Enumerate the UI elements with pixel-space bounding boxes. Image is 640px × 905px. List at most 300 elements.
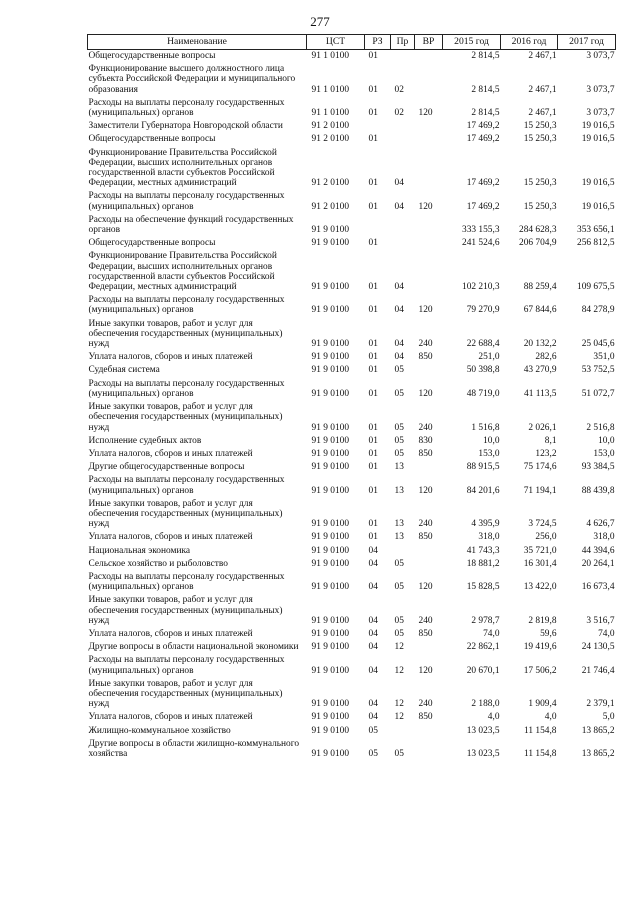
row-value-2016: 71 194,1 (523, 485, 557, 496)
row-name: Заместители Губернатора Новгородской области (88, 121, 283, 132)
table-row (88, 63, 616, 97)
budget-table (87, 34, 616, 761)
row-pr: 05 (394, 448, 404, 459)
row-vr: 850 (418, 628, 433, 639)
row-value-2016: 41 113,5 (524, 388, 557, 399)
row-value-2015: 48 719,0 (466, 388, 500, 399)
row-cst: 91 9 0100 (311, 615, 349, 626)
row-vr (415, 545, 443, 558)
row-value-2015: 2 188,0 (471, 699, 500, 710)
row-cst: 91 9 0100 (311, 462, 349, 473)
table-row (88, 190, 616, 213)
row-value-2016: 1 909,4 (528, 699, 557, 710)
row-vr: 240 (418, 615, 433, 626)
row-vr (415, 214, 443, 237)
row-vr: 120 (418, 108, 433, 119)
row-name: Иные закупки товаров, работ и услуг для обеспечения государственных (муниципальных) нужд (88, 318, 283, 350)
row-value-2015: 2 978,7 (471, 615, 500, 626)
row-vr (415, 237, 443, 250)
table-row (88, 571, 616, 594)
table-row (88, 641, 616, 654)
table-header-row (88, 35, 616, 50)
row-pr: 13 (394, 519, 404, 530)
row-value-2016: 8,1 (544, 435, 557, 446)
row-pr (391, 133, 415, 146)
row-name: Расходы на выплаты персоналу государственных (муниципальных) органов (88, 655, 285, 676)
row-value-2016: 284 628,3 (519, 225, 557, 236)
table-row (88, 120, 616, 133)
table-row (88, 531, 616, 544)
row-pr: 04 (394, 305, 404, 316)
row-value-2015: 4,0 (487, 712, 500, 723)
row-value-2017: 3 073,7 (586, 108, 615, 119)
row-vr (415, 364, 443, 377)
row-value-2017: 13 865,2 (581, 725, 615, 736)
row-value-2017: 351,0 (593, 352, 615, 363)
row-cst: 91 9 0100 (311, 485, 349, 496)
row-value-2017: 353 656,1 (577, 225, 615, 236)
row-cst: 91 9 0100 (311, 305, 349, 316)
row-cst: 91 9 0100 (311, 388, 349, 399)
header-name: Наименование (88, 35, 307, 50)
row-value-2017: 19 016,5 (581, 121, 615, 132)
table-row (88, 378, 616, 401)
row-value-2017: 3 073,7 (586, 51, 615, 61)
row-cst: 91 9 0100 (311, 628, 349, 639)
row-value-2015: 102 210,3 (462, 282, 500, 293)
row-value-2016: 16 301,4 (523, 558, 557, 569)
row-value-2016: 256,0 (535, 532, 557, 543)
row-name: Судебная система (88, 365, 160, 376)
row-pr: 04 (394, 339, 404, 350)
row-value-2017: 44 394,6 (581, 545, 615, 556)
table-row (88, 294, 616, 317)
table-row (88, 628, 616, 641)
row-rz: 04 (368, 615, 378, 626)
row-value-2016: 2 026,1 (528, 422, 557, 433)
row-rz: 01 (368, 134, 378, 145)
row-value-2015: 17 469,2 (466, 121, 500, 132)
row-value-2017: 20 264,1 (581, 558, 615, 569)
row-name: Расходы на выплаты персоналу государственных (муниципальных) органов (88, 378, 285, 399)
table-row (88, 318, 616, 352)
row-value-2015: 2 814,5 (471, 84, 500, 95)
row-cst: 91 9 0100 (311, 422, 349, 433)
row-value-2016: 15 250,3 (523, 134, 557, 145)
row-cst: 91 9 0100 (311, 352, 349, 363)
row-name: Функционирование Правительства Российской Федерации, высших исполнительных органов государственной власти субъектов Российской Федерации, местных администраций (88, 251, 277, 293)
row-cst: 91 9 0100 (311, 699, 349, 710)
row-value-2015: 15 828,5 (466, 582, 500, 593)
row-value-2017: 3 516,7 (586, 615, 615, 626)
row-name: Другие вопросы в области национальной экономики (88, 642, 299, 653)
row-rz: 01 (368, 201, 378, 212)
row-value-2015: 41 743,3 (466, 545, 500, 556)
row-cst: 91 9 0100 (311, 365, 349, 376)
header-cst: ЦСТ (307, 35, 365, 50)
row-name: Иные закупки товаров, работ и услуг для обеспечения государственных (муниципальных) нужд (88, 678, 283, 710)
row-vr: 120 (418, 388, 433, 399)
row-value-2015: 251,0 (478, 352, 500, 363)
row-vr: 120 (418, 305, 433, 316)
row-value-2015: 333 155,3 (462, 225, 500, 236)
table-row (88, 725, 616, 738)
row-rz: 01 (368, 532, 378, 543)
row-name: Уплата налогов, сборов и иных платежей (88, 352, 253, 363)
row-value-2015: 13 023,5 (466, 748, 500, 759)
row-value-2017: 2 516,8 (586, 422, 615, 433)
row-name: Другие общегосударственные вопросы (88, 462, 245, 473)
row-value-2017: 318,0 (593, 532, 615, 543)
row-rz: 04 (368, 558, 378, 569)
row-value-2015: 17 469,2 (466, 134, 500, 145)
row-vr (415, 147, 443, 191)
row-pr: 05 (394, 558, 404, 569)
row-pr: 05 (394, 388, 404, 399)
row-pr (391, 237, 415, 250)
row-rz: 01 (368, 238, 378, 249)
row-vr: 850 (418, 352, 433, 363)
row-cst: 91 2 0100 (311, 134, 349, 145)
table-row (88, 351, 616, 364)
row-pr (391, 214, 415, 237)
row-value-2017: 4 626,7 (586, 519, 615, 530)
row-value-2015: 50 398,8 (466, 365, 500, 376)
row-value-2015: 2 814,5 (471, 108, 500, 119)
row-rz: 01 (368, 365, 378, 376)
row-value-2017: 19 016,5 (581, 134, 615, 145)
header-year-2017: 2017 год (558, 35, 616, 50)
row-pr: 05 (394, 435, 404, 446)
row-pr (391, 725, 415, 738)
row-vr: 120 (418, 485, 433, 496)
row-name: Иные закупки товаров, работ и услуг для обеспечения государственных (муниципальных) нужд (88, 498, 283, 530)
row-pr: 12 (394, 699, 404, 710)
row-value-2015: 153,0 (478, 448, 500, 459)
row-name: Жилищно-коммунальное хозяйство (88, 725, 231, 736)
row-cst: 91 9 0100 (311, 665, 349, 676)
row-vr: 850 (418, 712, 433, 723)
row-name: Уплата налогов, сборов и иных платежей (88, 712, 253, 723)
header-year-2015: 2015 год (443, 35, 501, 50)
row-rz: 01 (368, 282, 378, 293)
table-row (88, 498, 616, 532)
row-value-2017: 256 812,5 (577, 238, 615, 249)
row-value-2015: 4 395,9 (471, 519, 500, 530)
row-cst: 91 1 0100 (311, 108, 349, 119)
header-year-2016: 2016 год (501, 35, 558, 50)
row-value-2015: 17 469,2 (466, 178, 500, 189)
row-value-2016: 35 721,0 (523, 545, 557, 556)
row-value-2017: 25 045,6 (581, 339, 615, 350)
row-cst: 91 9 0100 (311, 748, 349, 759)
table-row (88, 558, 616, 571)
row-value-2015: 318,0 (478, 532, 500, 543)
row-name: Уплата налогов, сборов и иных платежей (88, 628, 253, 639)
row-name: Национальная экономика (88, 545, 191, 556)
row-cst: 91 1 0100 (311, 84, 349, 95)
header-pr: Пр (391, 35, 415, 50)
row-value-2016: 43 270,9 (523, 365, 557, 376)
row-pr (391, 120, 415, 133)
row-value-2015: 1 516,8 (471, 422, 500, 433)
row-value-2015: 20 670,1 (466, 665, 500, 676)
table-row (88, 738, 616, 761)
row-name: Исполнение судебных актов (88, 435, 202, 446)
row-vr: 240 (418, 422, 433, 433)
row-value-2017: 93 384,5 (581, 462, 615, 473)
row-rz: 04 (368, 699, 378, 710)
table-row (88, 214, 616, 237)
row-value-2017: 19 016,5 (581, 178, 615, 189)
row-pr: 05 (394, 365, 404, 376)
table-row (88, 474, 616, 497)
row-value-2017: 153,0 (593, 448, 615, 459)
table-row (88, 250, 616, 294)
row-vr: 120 (418, 665, 433, 676)
row-value-2017: 10,0 (598, 435, 615, 446)
row-value-2017: 3 073,7 (586, 84, 615, 95)
row-value-2016: 11 154,8 (524, 725, 557, 736)
row-value-2017: 53 752,5 (581, 365, 615, 376)
row-rz: 04 (368, 628, 378, 639)
row-value-2017: 13 865,2 (581, 748, 615, 759)
row-value-2016: 19 419,6 (523, 642, 557, 653)
row-rz: 01 (368, 51, 378, 61)
row-name: Уплата налогов, сборов и иных платежей (88, 532, 253, 543)
row-value-2016: 17 506,2 (523, 665, 557, 676)
row-pr: 13 (394, 462, 404, 473)
row-cst: 91 9 0100 (311, 725, 349, 736)
row-value-2016: 2 467,1 (528, 51, 557, 61)
row-pr: 05 (394, 628, 404, 639)
row-vr (415, 558, 443, 571)
row-vr: 850 (418, 448, 433, 459)
row-value-2016: 282,6 (535, 352, 557, 363)
row-rz: 04 (368, 642, 378, 653)
row-rz: 01 (368, 435, 378, 446)
table-row (88, 711, 616, 724)
row-rz: 01 (368, 485, 378, 496)
row-vr (415, 641, 443, 654)
row-name: Расходы на выплаты персоналу государственных (муниципальных) органов (88, 97, 285, 119)
row-pr (391, 545, 415, 558)
table-row (88, 50, 616, 64)
table-row (88, 237, 616, 250)
row-pr: 02 (394, 108, 404, 119)
row-cst: 91 1 0100 (311, 51, 349, 61)
row-value-2016: 67 844,6 (523, 305, 557, 316)
row-value-2015: 84 201,6 (466, 485, 500, 496)
row-vr: 240 (418, 339, 433, 350)
row-pr: 05 (394, 582, 404, 593)
row-vr (415, 50, 443, 64)
row-vr (415, 738, 443, 761)
row-name: Уплата налогов, сборов и иных платежей (88, 448, 253, 459)
row-cst: 91 9 0100 (311, 532, 349, 543)
row-value-2015: 22 688,4 (466, 339, 500, 350)
row-cst: 91 9 0100 (311, 225, 349, 236)
row-cst: 91 9 0100 (311, 712, 349, 723)
row-name: Общегосударственные вопросы (88, 238, 216, 249)
row-value-2016: 20 132,2 (523, 339, 557, 350)
table-row (88, 364, 616, 377)
row-name: Функционирование высшего должностного лица субъекта Российской Федерации и муниципального образования (88, 64, 296, 95)
row-value-2016: 4,0 (544, 712, 557, 723)
row-rz: 01 (368, 178, 378, 189)
header-rz: РЗ (365, 35, 391, 50)
row-pr: 12 (394, 665, 404, 676)
row-value-2017: 109 675,5 (577, 282, 615, 293)
row-value-2017: 74,0 (598, 628, 615, 639)
table-row (88, 594, 616, 628)
row-value-2017: 24 130,5 (581, 642, 615, 653)
row-value-2016: 88 259,4 (523, 282, 557, 293)
table-row (88, 133, 616, 146)
table-row (88, 147, 616, 191)
row-vr (415, 461, 443, 474)
row-value-2017: 88 439,8 (581, 485, 615, 496)
row-pr: 04 (394, 201, 404, 212)
row-value-2015: 22 862,1 (466, 642, 500, 653)
row-pr: 13 (394, 485, 404, 496)
row-vr: 830 (418, 435, 433, 446)
row-vr: 240 (418, 519, 433, 530)
row-value-2016: 15 250,3 (523, 178, 557, 189)
row-cst: 91 2 0100 (311, 201, 349, 212)
row-name: Общегосударственные вопросы (88, 134, 216, 145)
table-body (88, 50, 616, 762)
header-vr: ВР (415, 35, 443, 50)
row-value-2017: 5,0 (602, 712, 615, 723)
row-vr (415, 120, 443, 133)
row-value-2015: 241 524,6 (462, 238, 500, 249)
row-vr (415, 250, 443, 294)
row-rz: 01 (368, 462, 378, 473)
row-name: Расходы на выплаты персоналу государственных (муниципальных) органов (88, 571, 285, 593)
row-cst: 91 9 0100 (311, 519, 349, 530)
row-pr: 05 (394, 748, 404, 759)
row-pr: 02 (394, 84, 404, 95)
row-value-2015: 79 270,9 (466, 305, 500, 316)
row-cst: 91 9 0100 (311, 582, 349, 593)
table-row (88, 654, 616, 677)
row-value-2015: 74,0 (483, 628, 500, 639)
row-name: Расходы на выплаты персоналу государственных (муниципальных) органов (88, 295, 285, 316)
row-name: Расходы на обеспечение функций государственных органов (88, 214, 294, 236)
page-number: 277 (310, 14, 330, 29)
row-pr: 12 (394, 712, 404, 723)
row-pr: 04 (394, 178, 404, 189)
row-value-2017: 21 746,4 (581, 665, 615, 676)
row-rz: 05 (368, 725, 378, 736)
row-pr: 05 (394, 615, 404, 626)
row-cst: 91 2 0100 (311, 121, 349, 132)
row-cst: 91 2 0100 (311, 178, 349, 189)
row-value-2016: 13 422,0 (523, 582, 557, 593)
row-cst: 91 9 0100 (311, 642, 349, 653)
row-value-2016: 75 174,6 (523, 462, 557, 473)
row-name: Иные закупки товаров, работ и услуг для обеспечения государственных (муниципальных) нужд (88, 595, 283, 626)
row-value-2017: 51 072,7 (581, 388, 615, 399)
table-row (88, 97, 616, 120)
row-value-2016: 123,2 (535, 448, 557, 459)
table-row (88, 545, 616, 558)
row-cst: 91 9 0100 (311, 435, 349, 446)
row-pr: 12 (394, 642, 404, 653)
row-value-2016: 15 250,3 (523, 201, 557, 212)
row-name: Расходы на выплаты персоналу государственных (муниципальных) органов (88, 475, 285, 496)
table-row (88, 401, 616, 435)
row-rz: 01 (368, 305, 378, 316)
row-value-2017: 19 016,5 (581, 201, 615, 212)
row-vr: 240 (418, 699, 433, 710)
row-name: Расходы на выплаты персоналу государственных (муниципальных) органов (88, 191, 285, 212)
row-value-2015: 17 469,2 (466, 201, 500, 212)
row-vr (415, 63, 443, 97)
row-rz: 01 (368, 339, 378, 350)
row-value-2015: 2 814,5 (471, 51, 500, 61)
row-rz (365, 120, 391, 133)
table-row (88, 461, 616, 474)
row-name: Иные закупки товаров, работ и услуг для обеспечения государственных (муниципальных) нужд (88, 402, 283, 433)
row-rz: 04 (368, 545, 378, 556)
row-vr: 850 (418, 532, 433, 543)
row-rz: 05 (368, 748, 378, 759)
row-rz: 04 (368, 665, 378, 676)
table-row (88, 435, 616, 448)
row-rz (365, 214, 391, 237)
row-rz: 04 (368, 582, 378, 593)
row-cst: 91 9 0100 (311, 545, 349, 556)
row-cst: 91 9 0100 (311, 448, 349, 459)
row-rz: 01 (368, 388, 378, 399)
row-cst: 91 9 0100 (311, 339, 349, 350)
row-pr: 13 (394, 532, 404, 543)
table-row (88, 678, 616, 712)
row-value-2016: 2 467,1 (528, 108, 557, 119)
row-value-2016: 3 724,5 (528, 519, 557, 530)
row-rz: 01 (368, 448, 378, 459)
row-rz: 01 (368, 519, 378, 530)
row-cst: 91 9 0100 (311, 282, 349, 293)
row-vr: 120 (418, 201, 433, 212)
row-value-2016: 15 250,3 (523, 121, 557, 132)
row-value-2016: 2 819,8 (528, 615, 557, 626)
row-pr: 04 (394, 282, 404, 293)
row-vr (415, 725, 443, 738)
row-name: Общегосударственные вопросы (88, 51, 216, 61)
row-rz: 01 (368, 422, 378, 433)
row-pr: 04 (394, 352, 404, 363)
row-rz: 01 (368, 84, 378, 95)
row-name: Сельское хозяйство и рыболовство (88, 558, 228, 569)
row-vr (415, 133, 443, 146)
row-value-2017: 84 278,9 (581, 305, 615, 316)
row-pr: 05 (394, 422, 404, 433)
row-value-2016: 2 467,1 (528, 84, 557, 95)
row-cst: 91 9 0100 (311, 238, 349, 249)
row-rz: 01 (368, 108, 378, 119)
row-value-2015: 13 023,5 (466, 725, 500, 736)
row-value-2015: 10,0 (483, 435, 500, 446)
row-vr: 120 (418, 582, 433, 593)
row-value-2016: 206 704,9 (519, 238, 557, 249)
row-rz: 04 (368, 712, 378, 723)
row-value-2015: 88 915,5 (466, 462, 500, 473)
row-value-2016: 11 154,8 (524, 748, 557, 759)
row-pr (391, 50, 415, 64)
